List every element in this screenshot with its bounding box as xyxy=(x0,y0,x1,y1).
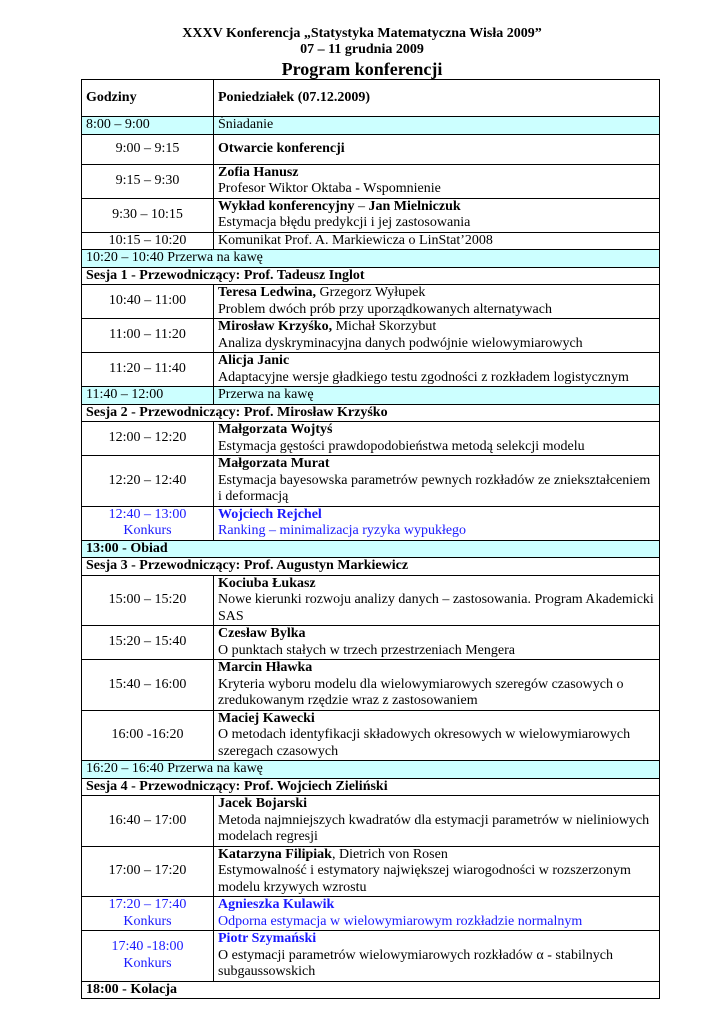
talk-cell xyxy=(214,164,660,198)
talk-title: O punktach stałych w trzech przestrzeniach Mengera xyxy=(218,642,515,658)
talk-title: Nowe kierunki rozwoju analizy danych – zastosowania. Program Akademicki SAS xyxy=(218,592,654,624)
time-cell: 9:30 – 10:15 xyxy=(82,198,214,232)
document-header xyxy=(0,26,724,79)
time-cell xyxy=(82,506,214,540)
event-cell: Komunikat Prof. A. Markiewicza o LinStat’2008 xyxy=(214,232,660,250)
speaker-coauthor: Grzegorz Wyłupek xyxy=(316,285,426,300)
session-header: Sesja 3 - Przewodniczący: Prof. Augustyn Markiewicz xyxy=(82,558,660,576)
talk-cell xyxy=(214,353,660,387)
session-row xyxy=(82,267,660,285)
meal-cell: 13:00 - Obiad xyxy=(82,540,660,558)
time-cell: 16:00 -16:20 xyxy=(82,710,214,761)
time-cell: 10:15 – 10:20 xyxy=(82,232,214,250)
table-row xyxy=(82,761,660,779)
talk-title: Problem dwóch prób przy uporządkowanych alternatywach xyxy=(218,301,552,317)
time-cell: 8:00 – 9:00 xyxy=(82,117,214,135)
talk-cell xyxy=(214,931,660,982)
break-cell: 10:20 – 10:40 Przerwa na kawę xyxy=(82,250,660,268)
speaker-coauthor: , Dietrich von Rosen xyxy=(331,846,448,862)
speaker: Czesław Bylka xyxy=(218,626,306,641)
table-row xyxy=(82,134,660,164)
speaker: Marcin Hławka xyxy=(218,660,313,675)
speaker-label: Wykład konferencyjny xyxy=(218,198,355,214)
table-row xyxy=(82,319,660,353)
program-table xyxy=(81,79,660,999)
talk-cell xyxy=(214,319,660,353)
talk-title: O metodach identyfikacji składowych okresowych w wielowymiarowych szeregach czasowych xyxy=(218,727,631,759)
header-day: Poniedziałek (07.12.2009) xyxy=(214,80,660,117)
talk-title: Ranking – minimalizacja ryzyka wypukłego xyxy=(218,523,467,538)
talk-cell xyxy=(214,660,660,711)
speaker: Kociuba Łukasz xyxy=(218,575,316,591)
talk-cell xyxy=(214,710,660,761)
table-row xyxy=(82,198,660,232)
time-cell: 9:15 – 9:30 xyxy=(82,164,214,198)
time-range: 17:20 – 17:40 xyxy=(108,897,187,912)
talk-cell xyxy=(214,198,660,232)
time-cell: 15:00 – 15:20 xyxy=(82,575,214,626)
event-cell: Śniadanie xyxy=(214,117,660,135)
time-cell: 15:40 – 16:00 xyxy=(82,660,214,711)
session-row xyxy=(82,404,660,422)
page-title: Program konferencji xyxy=(281,59,443,79)
time-cell: 12:20 – 12:40 xyxy=(82,456,214,507)
speaker: Agnieszka Kulawik xyxy=(218,897,335,912)
talk-title: Estymacja gęstości prawdopodobieństwa metodą selekcji modelu xyxy=(218,438,585,454)
speaker: Jacek Bojarski xyxy=(218,796,308,811)
time-cell: 16:40 – 17:00 xyxy=(82,796,214,847)
speaker-main: Mirosław Krzyśko, xyxy=(218,319,333,334)
table-row xyxy=(82,232,660,250)
table-row xyxy=(82,981,660,999)
table-row xyxy=(82,164,660,198)
time-range: 17:40 -18:00 xyxy=(111,939,184,955)
talk-cell xyxy=(214,897,660,931)
speaker-separator: – xyxy=(354,198,369,214)
time-cell xyxy=(82,897,214,931)
speaker: Małgorzata Murat xyxy=(218,456,330,471)
talk-title: Estymacja bayesowska parametrów pewnych rozkładów ze zniekształceniem i deformacją xyxy=(218,472,651,504)
table-row xyxy=(82,660,660,711)
talk-cell xyxy=(214,626,660,660)
contest-label: Konkurs xyxy=(123,955,172,971)
session-header: Sesja 2 - Przewodniczący: Prof. Mirosław Krzyśko xyxy=(82,404,660,422)
talk-cell xyxy=(214,575,660,626)
talk-title: Adaptacyjne wersje gładkiego testu zgodności z rozkładem logistycznym xyxy=(218,369,629,385)
talk-title: Odporna estymacja w wielowymiarowym rozkładzie normalnym xyxy=(218,913,583,929)
event-cell: Otwarcie konferencji xyxy=(214,134,660,164)
talk-cell xyxy=(214,846,660,897)
table-row xyxy=(82,506,660,540)
table-row xyxy=(82,456,660,507)
table-header-row xyxy=(82,80,660,117)
conference-name: XXXV Konferencja „Statystyka Matematyczna Wisła 2009” xyxy=(182,26,542,41)
table-row xyxy=(82,285,660,319)
talk-title: Metoda najmniejszych kwadratów dla estymacji parametrów w nieliniowych modelach regresji xyxy=(218,812,650,844)
talk-title: Profesor Wiktor Oktaba - Wspomnienie xyxy=(218,181,441,196)
talk-cell xyxy=(214,285,660,319)
break-cell: 16:20 – 16:40 Przerwa na kawę xyxy=(82,761,660,779)
table-row xyxy=(82,846,660,897)
table-row xyxy=(82,897,660,931)
break-cell: Przerwa na kawę xyxy=(214,387,660,405)
table-row xyxy=(82,353,660,387)
contest-label: Konkurs xyxy=(123,913,172,929)
time-cell: 11:20 – 11:40 xyxy=(82,353,214,387)
talk-cell xyxy=(214,796,660,847)
speaker: Zofia Hanusz xyxy=(218,164,299,180)
time-cell: 9:00 – 9:15 xyxy=(82,134,214,164)
table-row xyxy=(82,422,660,456)
speaker xyxy=(218,199,655,216)
talk-cell xyxy=(214,422,660,456)
time-cell: 10:40 – 11:00 xyxy=(82,285,214,319)
time-cell: 15:20 – 15:40 xyxy=(82,626,214,660)
speaker: Małgorzata Wojtyś xyxy=(218,422,333,437)
speaker-main: Teresa Ledwina, xyxy=(218,285,317,300)
talk-cell xyxy=(214,456,660,507)
table-row xyxy=(82,250,660,268)
table-row xyxy=(82,931,660,982)
talk-title: Kryteria wyboru modelu dla wielowymiarowych szeregów czasowych o zredukowanym rzędzie wraz z zastosowaniem xyxy=(218,676,624,708)
speaker: Maciej Kawecki xyxy=(218,710,315,726)
time-cell: 11:40 – 12:00 xyxy=(82,387,214,405)
speaker: Alicja Janic xyxy=(218,353,290,368)
meal-cell: 18:00 - Kolacja xyxy=(82,981,660,999)
table-row xyxy=(82,626,660,660)
table-row xyxy=(82,710,660,761)
contest-label: Konkurs xyxy=(123,523,172,538)
speaker-name: Jan Mielniczuk xyxy=(368,198,461,214)
session-row xyxy=(82,558,660,576)
talk-title: O estymacji parametrów wielowymiarowych rozkładów α - stabilnych subgaussowskich xyxy=(218,947,613,979)
speaker-coauthor: Michał Skorzybut xyxy=(332,319,437,334)
table-row xyxy=(82,387,660,405)
time-cell xyxy=(82,931,214,982)
talk-title: Analiza dyskryminacyjna danych podwójnie wielowymiarowych xyxy=(218,335,583,351)
table-row xyxy=(82,117,660,135)
speaker-main: Katarzyna Filipiak xyxy=(218,846,332,862)
talk-cell xyxy=(214,506,660,540)
speaker xyxy=(218,285,655,302)
table-row xyxy=(82,796,660,847)
time-range: 12:40 – 13:00 xyxy=(108,506,187,522)
talk-title: Estymowalność i estymatory największej wiarogodności w rozszerzonym modelu krzywych wzrostu xyxy=(218,863,631,895)
session-header: Sesja 1 - Przewodniczący: Prof. Tadeusz Inglot xyxy=(82,267,660,285)
time-cell: 11:00 – 11:20 xyxy=(82,319,214,353)
conference-dates: 07 – 11 grudnia 2009 xyxy=(300,42,424,57)
speaker xyxy=(218,319,655,336)
session-header: Sesja 4 - Przewodniczący: Prof. Wojciech Zieliński xyxy=(82,778,660,796)
session-row xyxy=(82,778,660,796)
speaker: Piotr Szymański xyxy=(218,931,317,946)
header-time: Godziny xyxy=(82,80,214,117)
talk-title: Estymacja błędu predykcji i jej zastosowania xyxy=(218,215,471,230)
speaker: Wojciech Rejchel xyxy=(218,506,322,522)
time-cell: 17:00 – 17:20 xyxy=(82,846,214,897)
time-cell: 12:00 – 12:20 xyxy=(82,422,214,456)
table-row xyxy=(82,575,660,626)
speaker xyxy=(218,847,655,864)
table-row xyxy=(82,540,660,558)
